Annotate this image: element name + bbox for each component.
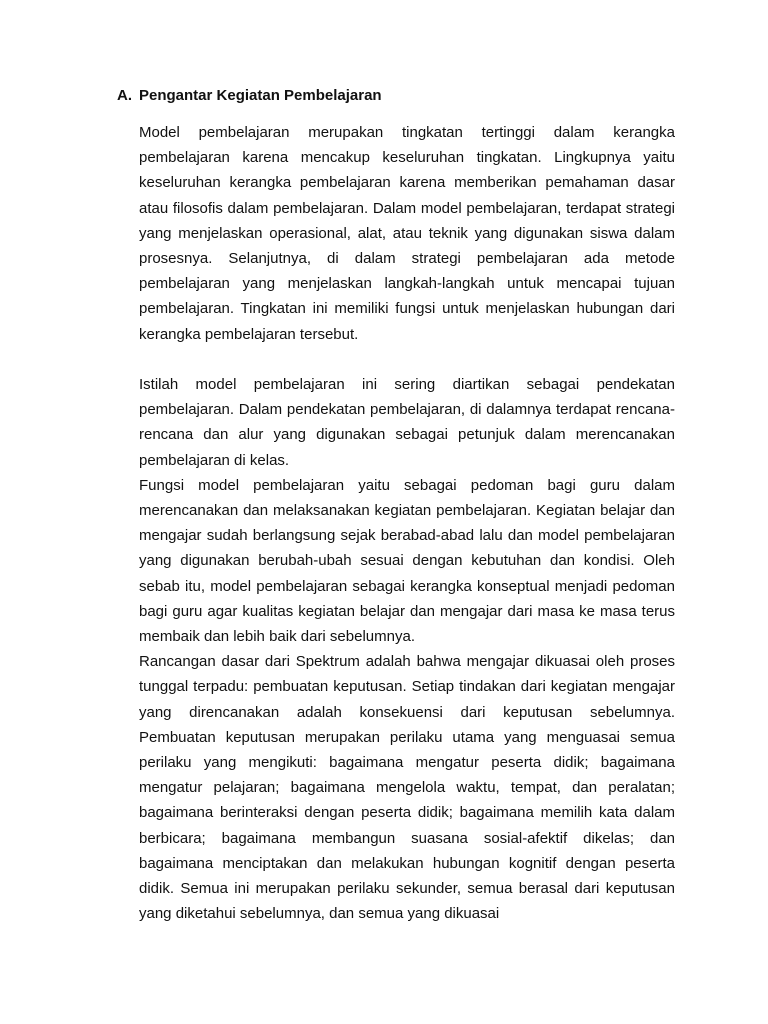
body-text [139, 120, 675, 926]
paragraph-3: Fungsi model pembelajaran yaitu sebagai pedoman bagi guru dalam merencanakan dan melaksanakan kegiatan pembelajaran. Kegiatan belajar dan mengajar sudah berlangsung sejak berabad-abad lalu dan model pembelajaran yang digunakan berubah-ubah sesuai dengan kebutuhan dan kondisi. Oleh sebab itu, model pembelajaran sebagai kerangka konseptual menjadi pedoman bagi guru agar kualitas kegiatan belajar dan mengajar dari masa ke masa terus membaik dan lebih baik dari sebelumnya. [139, 476, 675, 646]
paragraph-1: Model pembelajaran merupakan tingkatan tertinggi dalam kerangka pembelajaran karena mencakup keseluruhan tingkatan. Lingkupnya yaitu keseluruhan kerangka pembelajaran karena memberikan pemahaman dasar atau filosofis dalam pembelajaran. Dalam model pembelajaran, terdapat strategi yang menjelaskan operasional, alat, atau teknik yang digunakan siswa dalam prosesnya. Selanjutnya, di dalam strategi pembelajaran ada metode pembelajaran yang menjelaskan langkah-langkah untuk mencapai tujuan pembelajaran. Tingkatan ini memiliki fungsi untuk menjelaskan hubungan dari kerangka pembelajaran tersebut. [139, 124, 675, 343]
section-letter: A. [117, 87, 132, 104]
section-heading [117, 86, 677, 106]
paragraph-4: Rancangan dasar dari Spektrum adalah bahwa mengajar dikuasai oleh proses tunggal terpadu: pembuatan keputusan. Setiap tindakan dari kegiatan mengajar yang direncanakan adalah konsekuensi dari keputusan sebelumnya. Pembuatan keputusan merupakan perilaku utama yang menguasai semua perilaku yang mengikuti: bagaimana mengatur peserta didik; bagaimana mengatur pelajaran; bagaimana mengelola waktu, tempat, dan peralatan; bagaimana berinteraksi dengan peserta didik; bagaimana memilih kata dalam berbicara; bagaimana membangun suasana sosial-afektif dikelas; dan bagaimana menciptakan dan melakukan hubungan kognitif dengan peserta didik. Semua ini merupakan perilaku sekunder, semua berasal dari keputusan yang diketahui sebelumnya, dan semua yang dikuasai [139, 653, 675, 923]
paragraph-2: Istilah model pembelajaran ini sering diartikan sebagai pendekatan pembelajaran. Dalam pendekatan pembelajaran, di dalamnya terdapat rencana-rencana dan alur yang digunakan sebagai petunjuk dalam merencanakan pembelajaran di kelas. [139, 376, 675, 469]
section-title: Pengantar Kegiatan Pembelajaran [139, 87, 382, 104]
paragraph-spacer [139, 347, 675, 372]
